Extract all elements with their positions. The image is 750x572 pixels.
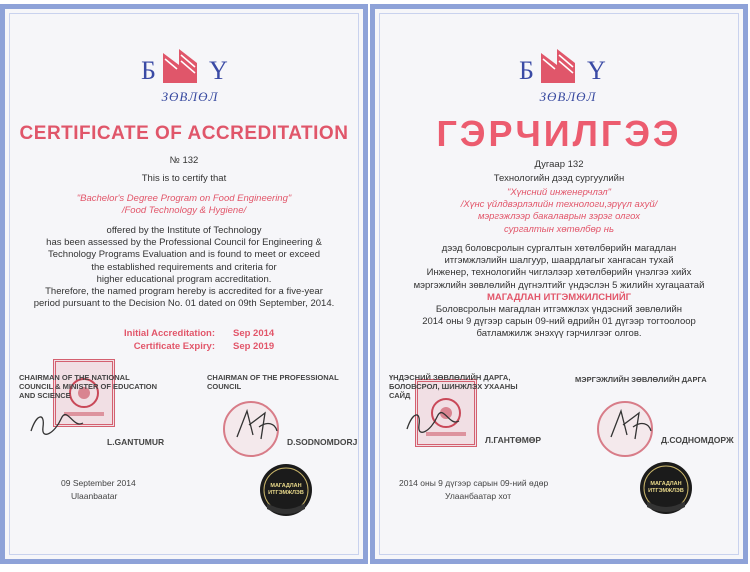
body-line: has been assessed by the Professional Council for Engineering & [46,237,322,249]
issue-place: Улаанбаатар хот [445,491,512,501]
chairman-national-council-title: CHAIRMAN OF THE NATIONAL COUNCIL & MINISTER OF EDUCATION AND SCIENCE [19,373,158,400]
initial-accreditation-label: Initial Accreditation: [124,328,215,339]
signatory-name-right: D.SODNOMDORJ [287,437,358,447]
bmy-logo-icon [135,43,245,87]
certificate-english [0,4,368,564]
issue-date-place [399,477,548,503]
accreditation-seal [259,463,313,517]
logo-caption: ЗӨВЛӨЛ [161,89,219,104]
issue-place: Ulaanbaatar [71,491,118,501]
certificate-mongolian [370,4,748,564]
logo-caption: ЗӨВЛӨЛ [539,89,597,104]
seal-text-1: МАГАДЛАН [650,481,682,487]
issue-date: 09 September 2014 [61,478,136,488]
body-line: the established requirements and criteria for [91,261,277,273]
program-line: мэргэжлээр бакалаврын зэрэг олгох [478,211,640,223]
svg-text:Б: Б [141,56,156,85]
program-subtitle: /Food Technology & Hygiene/ [121,205,247,216]
signatory-name-right: Д.СОДНОМДОРЖ [661,435,734,445]
signature-right-icon [231,405,281,445]
certificate-expiry-value: Sep 2019 [233,341,275,352]
body-line: итгэмжлэлийн шалгуур, шаардлагыг хангасан тухай [444,255,674,267]
certificate-number: № 132 [169,155,199,166]
seal-text-2: ИТГЭМЖЛЭВ [648,488,684,494]
certificate-title: CERTIFICATE OF ACCREDITATION [19,123,349,144]
body-line: Therefore, the named program hereby is accredited for a five-year [45,286,323,298]
svg-text:Б: Б [519,56,534,85]
institution-line: Технологийн дээд сургуулийн [493,173,625,184]
signature-left-icon [27,409,87,439]
body-line: period pursuant to the Decision No. 01 dated on 09th September, 2014. [33,298,335,310]
body-line: higher educational program accreditation. [96,273,272,285]
certificate-body [375,243,743,341]
program-name: "Bachelor's Degree Program on Food Engineering" [76,193,292,204]
body-line: дээд боловсролын сургалтын хөтөлбөрийн магадлан [441,243,677,254]
seal-text-2: ИТГЭМЖЛЭВ [268,490,304,496]
certify-text: This is to certify that [141,173,227,184]
program-name: "Хүнсний инженерчлэл" [506,187,612,198]
certificate-number: Дугаар 132 [534,159,584,170]
signatory-name-left: Л.ГАНТӨМӨР [485,435,542,445]
program-line: сургалтын хөтөлбөр нь [504,223,614,235]
certificate-body [5,225,363,310]
signature-left-icon [403,407,463,437]
body-line: мэргэжлийн зөвлөлийн дүгнэлтийг үндэслэн 5 жилийн хугацаатай [413,279,705,291]
chairman-professional-council-title: CHAIRMAN OF THE PROFESSIONAL COUNCIL [207,373,339,391]
seal-text-1: МАГАДЛАН [270,483,302,489]
accredited-statement: МАГАДЛАН ИТГЭМЖИЛСНИЙГ [486,291,632,303]
bmy-logo-icon [513,43,623,87]
certificate-title: ГЭРЧИЛГЭЭ [436,113,682,154]
program-block [375,187,743,236]
issue-date-place [61,477,136,503]
body-line: Боловсролын магадлан итгэмжлэх үндэсний зөвлөлийн [435,304,683,316]
svg-text:Y: Y [209,56,228,85]
certificate-expiry-label: Certificate Expiry: [133,341,215,352]
body-line: 2014 оны 9 дүгээр сарын 09-ний өдрийн 01 дүгээр тогтоолоор [422,316,696,328]
accreditation-seal [639,461,693,515]
initial-accreditation-value: Sep 2014 [233,328,275,339]
body-line: батламжилж энэхүү гэрчилгээг олгов. [476,328,642,340]
issue-date: 2014 оны 9 дүгээр сарын 09-ний өдөр [399,478,549,488]
signature-right-icon [605,405,655,445]
chairman-national-council-title: ҮНДЭСНИЙ ЗӨВЛӨЛИЙН ДАРГА, БОЛОВСРОЛ, ШИНЖЛЭХ УХААНЫ САЙД [389,373,518,400]
body-line: offered by the Institute of Technology [106,225,262,236]
chairman-professional-council-title: МЭРГЭЖЛИЙН ЗӨВЛӨЛИЙН ДАРГА [575,375,707,384]
accreditation-dates [107,327,274,353]
signatory-name-left: L.GANTUMUR [107,437,165,447]
body-line: Инженер, технологийн чиглэлээр хөтөлбөрийн үнэлгээ хийх [426,267,692,279]
svg-text:Y: Y [587,56,606,85]
body-line: Technology Programs Evaluation and is found to meet or exceed [48,249,320,261]
program-subtitle: /Хүнс үйлдвэрлэлийн технологи,эрүүл ахуй/ [460,199,658,211]
council-logo [135,43,245,105]
council-logo [513,43,623,105]
